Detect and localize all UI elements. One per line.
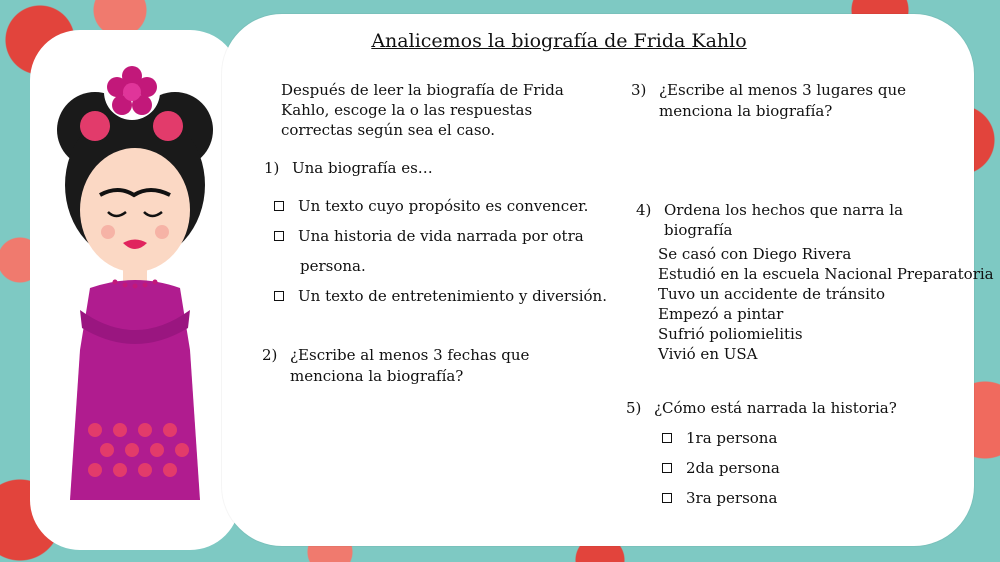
q1-option-continuation: persona.: [300, 257, 366, 275]
checkbox[interactable]: [662, 433, 672, 443]
question-2: 2) ¿Escribe al menos 3 fechas que: [262, 346, 530, 364]
question-number: 1): [264, 159, 280, 177]
checkbox[interactable]: [662, 463, 672, 473]
question-number: 3): [631, 81, 647, 99]
event-item: Vivió en USA: [658, 345, 758, 363]
question-number: 2): [262, 346, 278, 364]
q5-option[interactable]: 2da persona: [662, 458, 780, 478]
question-4: 4) Ordena los hechos que narra la: [636, 201, 904, 219]
question-3-line: menciona la biografía?: [659, 102, 833, 120]
question-5: 5) ¿Cómo está narrada la historia?: [626, 399, 897, 417]
checkbox[interactable]: [274, 231, 284, 241]
question-2-line: menciona la biografía?: [290, 367, 464, 385]
question-3: 3) ¿Escribe al menos 3 lugares que: [631, 81, 907, 99]
question-number: 5): [626, 399, 642, 417]
event-item: Estudió en la escuela Nacional Preparatoria: [658, 265, 994, 283]
q5-option[interactable]: 3ra persona: [662, 488, 777, 508]
q1-option[interactable]: Un texto de entretenimiento y diversión.: [274, 286, 607, 306]
intro-line: Después de leer la biografía de Frida: [281, 81, 564, 99]
q1-option[interactable]: Una historia de vida narrada por otra: [274, 226, 584, 246]
event-item: Empezó a pintar: [658, 305, 784, 323]
intro-line: Kahlo, escoge la o las respuestas: [281, 101, 533, 119]
checkbox[interactable]: [274, 201, 284, 211]
frida-illustration: [50, 60, 220, 510]
event-item: Sufrió poliomielitis: [658, 325, 803, 343]
event-item: Se casó con Diego Rivera: [658, 245, 852, 263]
checkbox[interactable]: [274, 291, 284, 301]
q5-option[interactable]: 1ra persona: [662, 428, 777, 448]
page-title: Analicemos la biografía de Frida Kahlo: [371, 30, 747, 52]
flower-icon: [104, 64, 160, 120]
question-4-line: biografía: [664, 221, 733, 239]
event-item: Tuvo un accidente de tránsito: [658, 285, 885, 303]
intro-line: correctas según sea el caso.: [281, 121, 496, 139]
question-number: 4): [636, 201, 652, 219]
question-text: Una biografía es…: [292, 159, 433, 177]
q1-option[interactable]: Un texto cuyo propósito es convencer.: [274, 196, 588, 216]
checkbox[interactable]: [662, 493, 672, 503]
question-1: [264, 158, 433, 178]
